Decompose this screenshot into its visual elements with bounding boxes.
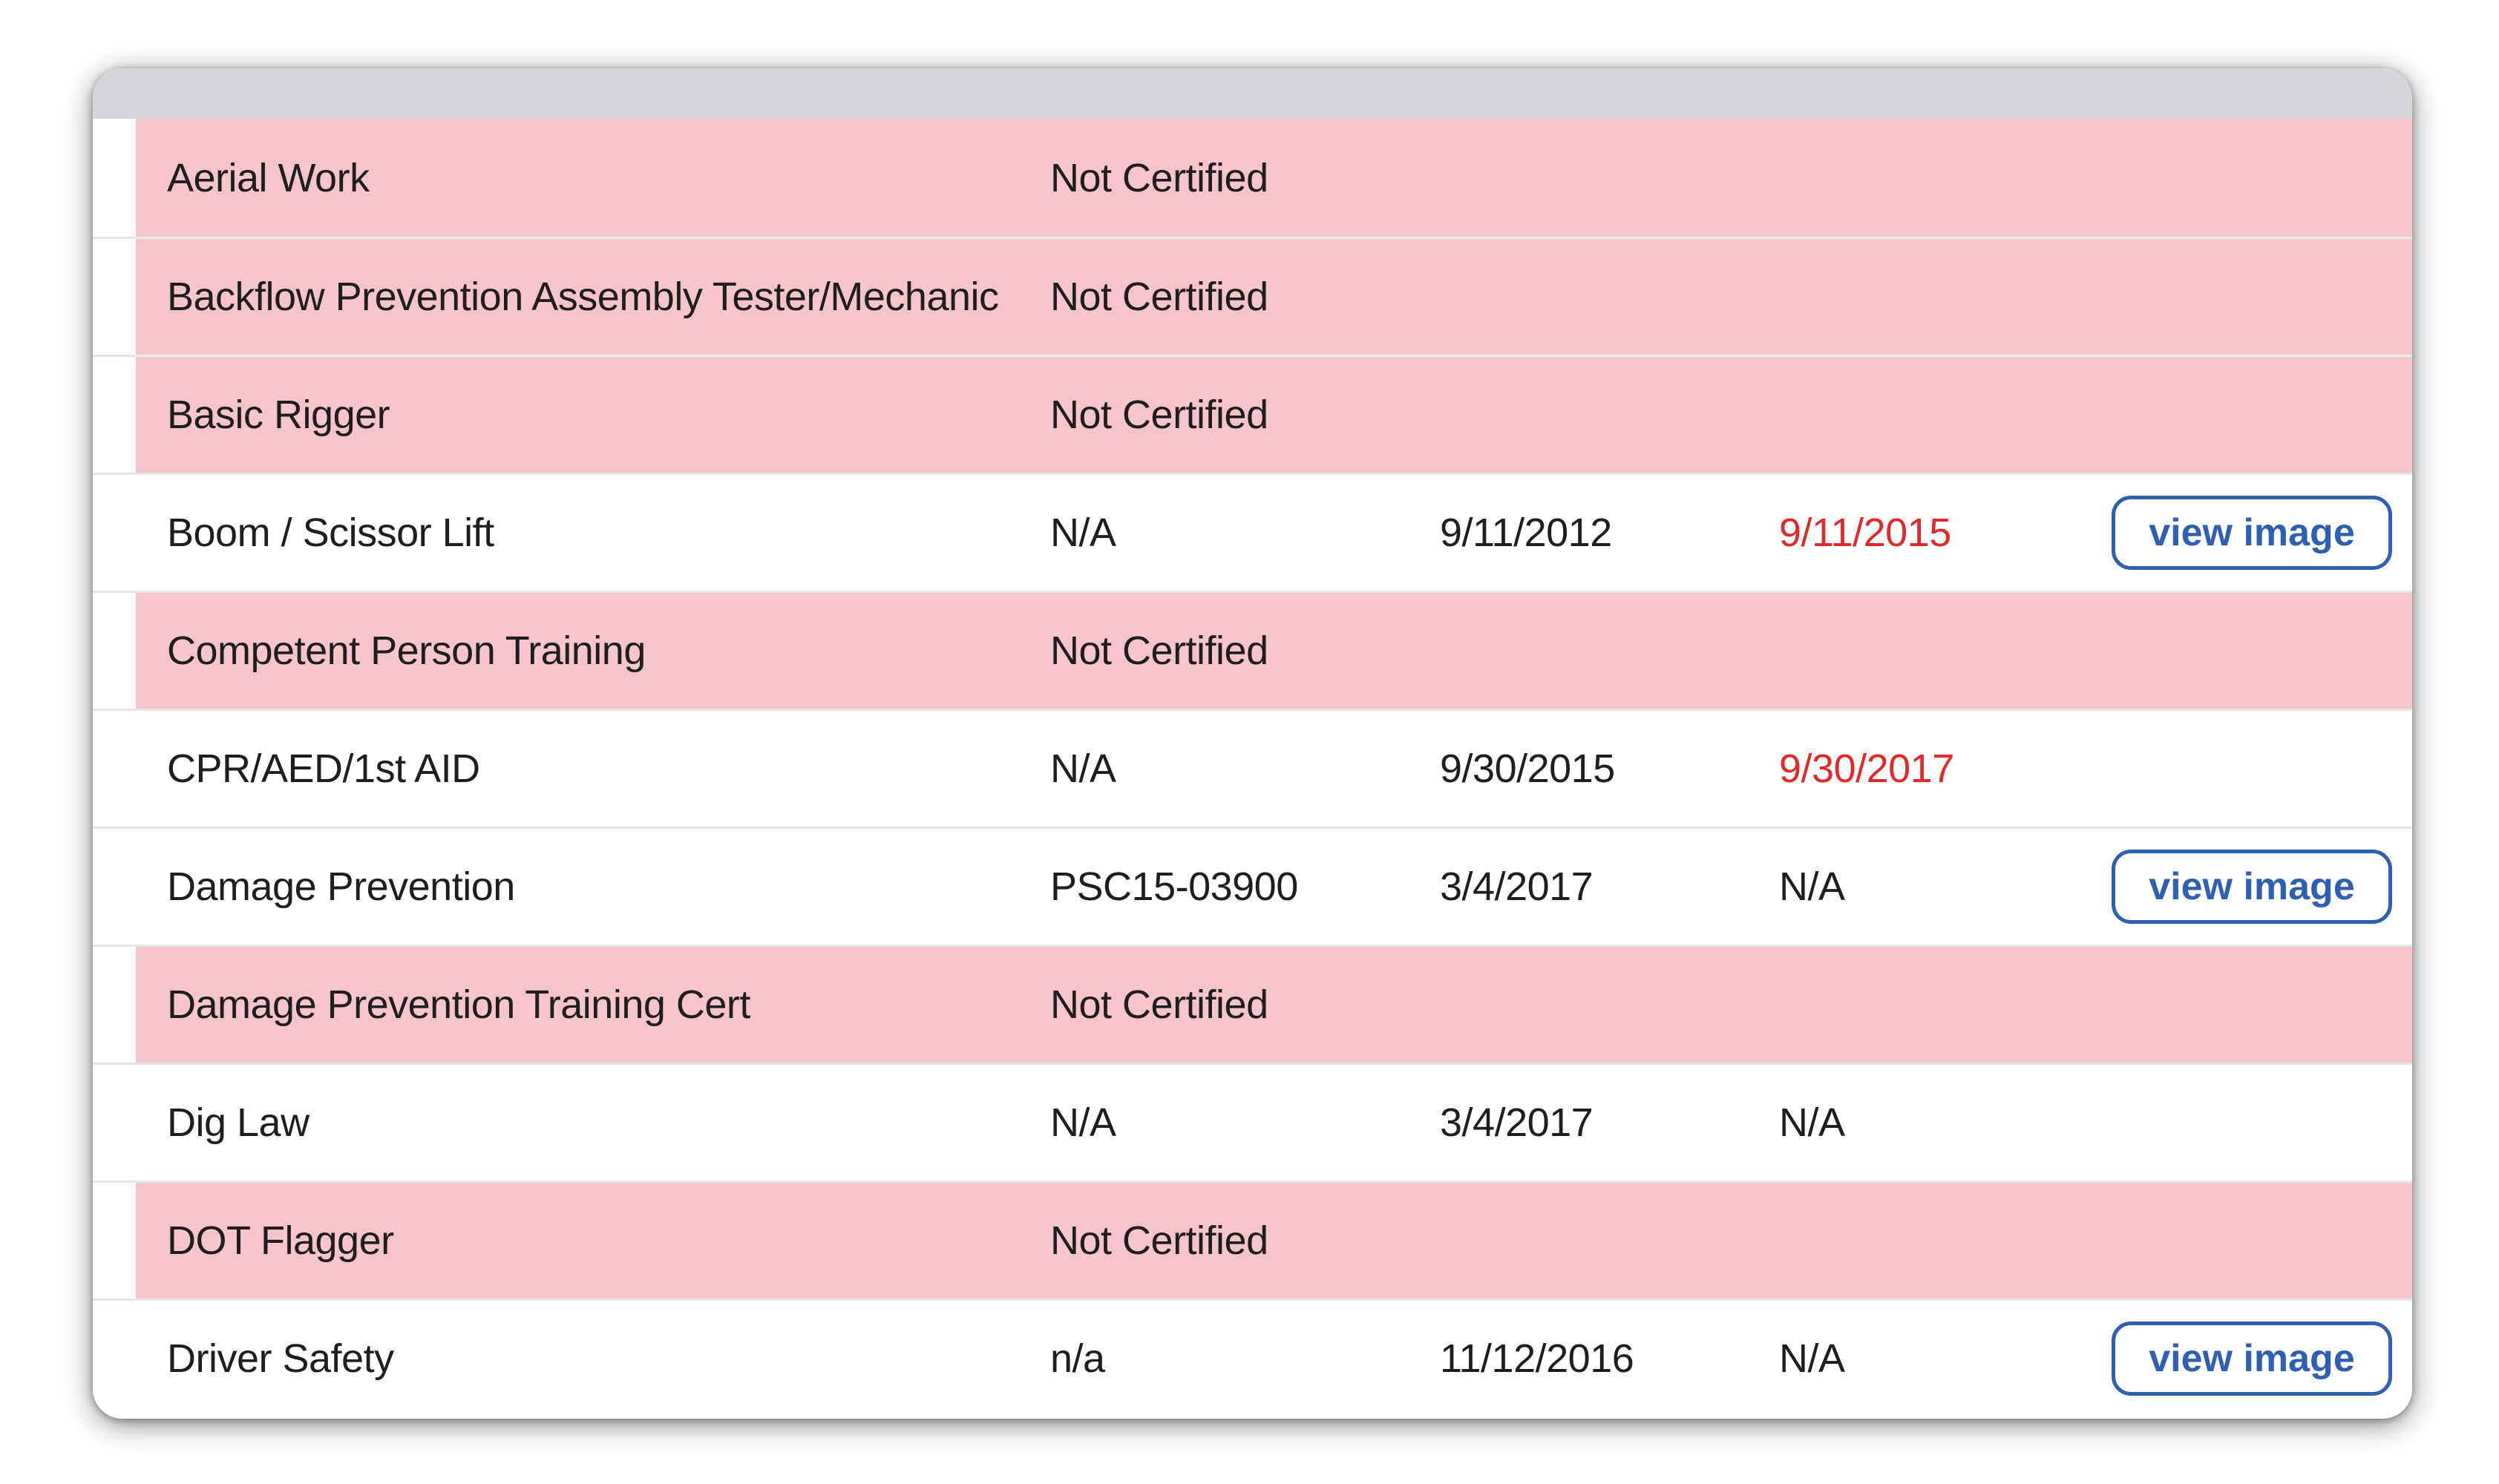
table-row xyxy=(93,1063,2412,1181)
expiration-date: N/A xyxy=(1779,1100,1845,1145)
not-certified-highlight xyxy=(136,1183,2412,1298)
certification-number: Not Certified xyxy=(1050,155,1268,200)
issued-date: 11/12/2016 xyxy=(1440,1336,1634,1381)
certification-name: CPR/AED/1st AID xyxy=(167,746,480,791)
table-body xyxy=(93,119,2412,1416)
certification-name: Dig Law xyxy=(167,1100,309,1145)
table-row xyxy=(93,237,2412,355)
table-row xyxy=(93,355,2412,473)
table-row xyxy=(93,1181,2412,1298)
table-row xyxy=(93,1298,2412,1416)
certification-number: N/A xyxy=(1050,1100,1116,1145)
table-row xyxy=(93,591,2412,709)
expiration-date: 9/11/2015 xyxy=(1779,510,1951,555)
certification-number: Not Certified xyxy=(1050,1218,1268,1263)
issued-date: 3/4/2017 xyxy=(1440,864,1594,909)
issued-date: 3/4/2017 xyxy=(1440,1100,1594,1145)
certification-name: Damage Prevention Training Cert xyxy=(167,982,750,1027)
certification-number: N/A xyxy=(1050,746,1116,791)
issued-date: 9/11/2012 xyxy=(1440,510,1612,555)
certification-number: N/A xyxy=(1050,510,1116,555)
table-row xyxy=(93,827,2412,945)
table-header-bar xyxy=(93,68,2412,119)
expiration-date: N/A xyxy=(1779,1336,1845,1381)
table-row xyxy=(93,709,2412,827)
certification-number: PSC15-03900 xyxy=(1050,864,1298,909)
certification-name: Aerial Work xyxy=(167,155,370,200)
expiration-date: 9/30/2017 xyxy=(1779,746,1954,791)
certification-name: Damage Prevention xyxy=(167,864,515,909)
certification-number: Not Certified xyxy=(1050,628,1268,673)
view-image-button[interactable]: view image xyxy=(2112,1322,2392,1396)
certification-number: Not Certified xyxy=(1050,982,1268,1027)
expiration-date: N/A xyxy=(1779,864,1845,909)
certification-name: Driver Safety xyxy=(167,1336,394,1381)
view-image-button[interactable]: view image xyxy=(2112,496,2392,570)
certification-name: Boom / Scissor Lift xyxy=(167,510,494,555)
certification-name: DOT Flagger xyxy=(167,1218,394,1263)
certifications-table xyxy=(93,68,2412,1419)
certification-number: n/a xyxy=(1050,1336,1105,1381)
not-certified-highlight xyxy=(136,119,2412,237)
certification-number: Not Certified xyxy=(1050,393,1268,437)
issued-date: 9/30/2015 xyxy=(1440,746,1615,791)
certification-name: Competent Person Training xyxy=(167,628,646,673)
certification-number: Not Certified xyxy=(1050,275,1268,319)
table-row xyxy=(93,119,2412,237)
certification-name: Basic Rigger xyxy=(167,393,390,437)
view-image-button[interactable]: view image xyxy=(2112,850,2392,924)
not-certified-highlight xyxy=(136,357,2412,473)
table-row xyxy=(93,945,2412,1063)
certification-name: Backflow Prevention Assembly Tester/Mechanic xyxy=(167,275,999,319)
table-row xyxy=(93,473,2412,591)
